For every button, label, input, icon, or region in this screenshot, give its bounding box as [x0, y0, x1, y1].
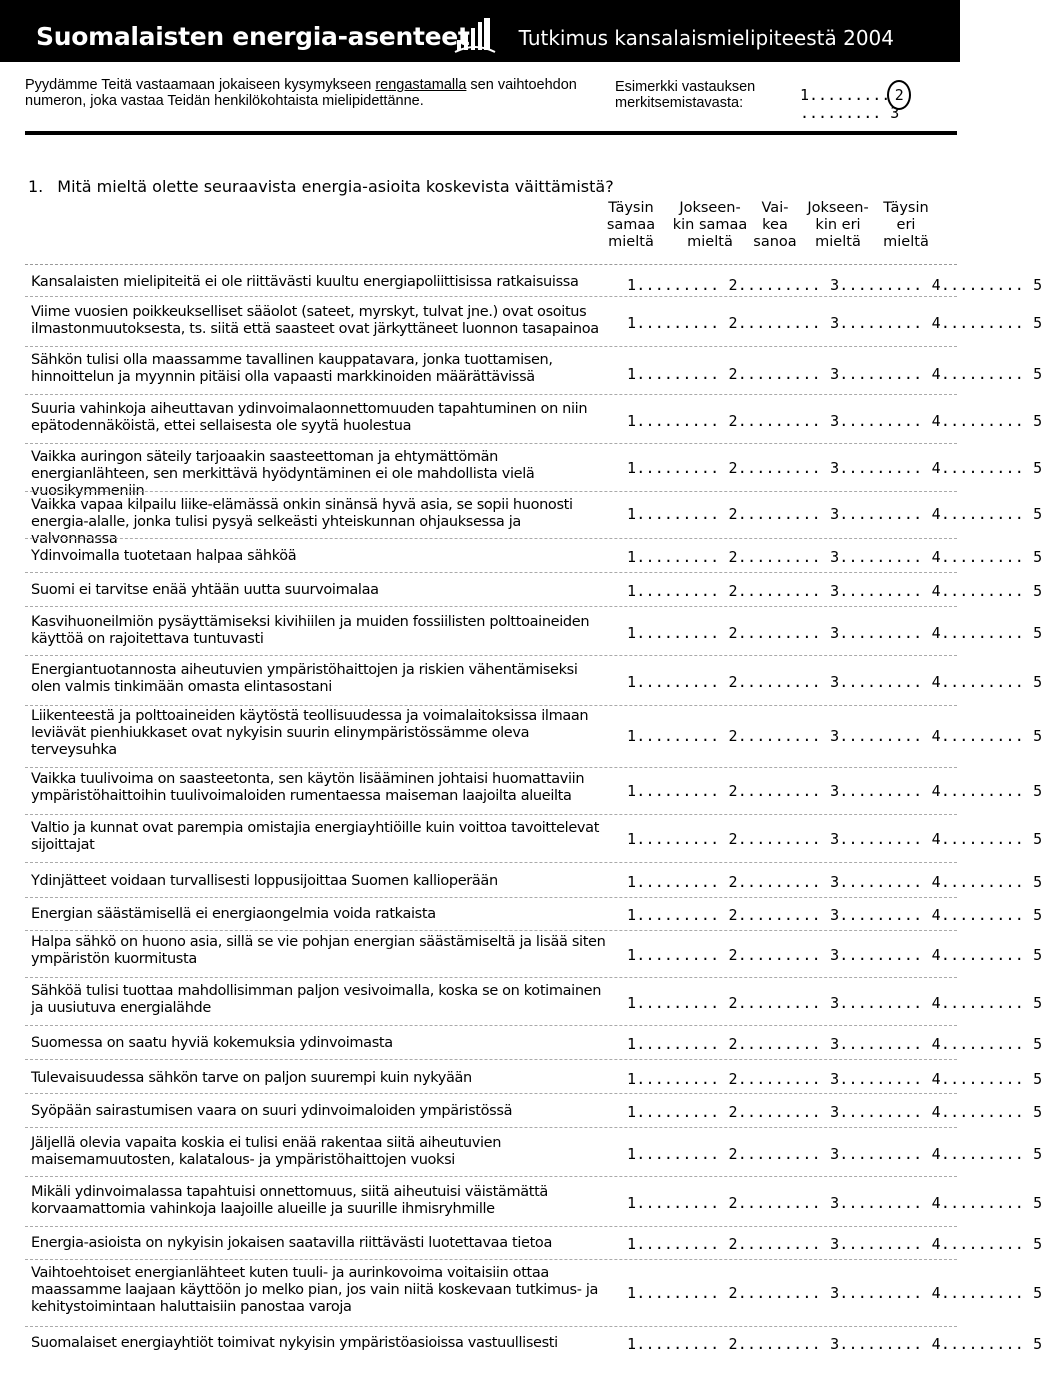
row-separator-line	[25, 1259, 957, 1260]
row-separator-line	[25, 767, 957, 768]
statement-text: Vaikka auringon säteily tarjoaakin saasteettoman ja ehtymättömän energianlähteen, sen merkittävä hyödyntäminen ei ole mahdollista vielä vuosikymmeniin	[31, 449, 535, 499]
statement-text: Kansalaisten mielipiteitä ei ole riittävästi kuultu energiapoliittisissa ratkaisuissa	[31, 274, 579, 290]
page-header	[0, 0, 960, 62]
answer-scale[interactable]: 1......... 2......... 3......... 4......... 5	[627, 1035, 1042, 1053]
row-separator-line	[25, 394, 957, 395]
answer-scale[interactable]: 1......... 2......... 3......... 4......... 5	[627, 276, 1042, 294]
survey-subtitle: Tutkimus kansalaismielipiteestä 2004	[518, 26, 894, 50]
header-separator	[25, 264, 957, 265]
answer-scale[interactable]: 1......... 2......... 3......... 4......... 5	[627, 1235, 1042, 1253]
statement-text: Valtio ja kunnat ovat parempia omistajia energiayhtiöille kuin voittoa tavoittelevat sijoittajat	[31, 820, 600, 853]
instructions-underlined: rengastamalla	[375, 77, 467, 93]
row-separator-line	[25, 1025, 957, 1026]
row-separator-line	[25, 705, 957, 706]
statement-text: Ydinjätteet voidaan turvallisesti loppusijoittaa Suomen kallioperään	[31, 873, 498, 889]
row-separator-line	[25, 346, 957, 347]
answer-scale[interactable]: 1......... 2......... 3......... 4......... 5	[627, 782, 1042, 800]
statement-text: Suomessa on saatu hyviä kokemuksia ydinvoimasta	[31, 1035, 393, 1051]
answer-scale[interactable]: 1......... 2......... 3......... 4......... 5	[627, 548, 1042, 566]
question-heading	[28, 177, 614, 196]
row-separator-line	[25, 1127, 957, 1128]
answer-scale[interactable]: 1......... 2......... 3......... 4......... 5	[627, 994, 1042, 1012]
row-separator-line	[25, 1226, 957, 1227]
answer-scale[interactable]: 1......... 2......... 3......... 4......... 5	[627, 1194, 1042, 1212]
answer-scale[interactable]: 1......... 2......... 3......... 4......... 5	[627, 1284, 1042, 1302]
statement-text: Sähköä tulisi tuottaa mahdollisimman paljon vesivoimalla, koska se on kotimainen ja uusiutuva energialähde	[31, 983, 602, 1016]
example-scale-end: ......... 3	[800, 104, 900, 122]
row-separator-line	[25, 897, 957, 898]
example-circled-answer: 2	[887, 80, 911, 110]
statement-text: Suomi ei tarvitse enää yhtään uutta suurvoimalaa	[31, 582, 379, 598]
column-header-line: mieltä	[883, 234, 929, 250]
statement-text: Mikäli ydinvoimalassa tapahtuisi onnettomuus, siitä aiheutuisi väistämättä korvaamattomia vahinkoja laajoille alueille ja suurille ihmisryhmille	[31, 1184, 548, 1217]
statement-text: Vaihtoehtoiset energianlähteet kuten tuuli- ja aurinkovoima voitaisiin ottaa maassamme laajaan käyttöön jo melko pian, jos vain niitä koskevaan tutkimus- ja kehitystoimintaan haluttaisiin panostaa varoja	[31, 1265, 599, 1315]
answer-scale[interactable]: 1......... 2......... 3......... 4......... 5	[627, 906, 1042, 924]
answer-scale[interactable]: 1......... 2......... 3......... 4......... 5	[627, 505, 1042, 523]
statement-text: Ydinvoimalla tuotetaan halpaa sähköä	[31, 548, 297, 564]
column-header-line: mieltä	[815, 234, 861, 250]
column-header-line: sanoa	[753, 234, 797, 250]
answer-scale[interactable]: 1......... 2......... 3......... 4......... 5	[627, 365, 1042, 383]
question-text: Mitä mieltä olette seuraavista energia-asioita koskevista väittämistä?	[57, 177, 614, 196]
statement-text: Vaikka tuulivoima on saasteetonta, sen käytön lisääminen johtaisi huomattaviin ympäristöhaittoihin tuulivoimaloiden rumentaessa maiseman laajoilta alueilta	[31, 771, 585, 804]
answer-scale[interactable]: 1......... 2......... 3......... 4......... 5	[627, 830, 1042, 848]
column-header-line: eri	[896, 217, 916, 233]
column-header-line: samaa	[606, 217, 656, 233]
row-separator-line	[25, 606, 957, 607]
column-header-line: mieltä	[608, 234, 654, 250]
survey-title: Suomalaisten energia-asenteet	[36, 22, 470, 51]
column-header-line: kea	[762, 217, 788, 233]
row-separator-line	[25, 443, 957, 444]
row-separator-line	[25, 1176, 957, 1177]
column-header-line: Vai-	[761, 200, 789, 216]
statement-text: Suuria vahinkoja aiheuttavan ydinvoimalaonnettomuuden tapahtuminen on niin epätodennäköistä, ettei sellaisesta ole syytä huolestua	[31, 401, 588, 434]
answer-scale[interactable]: 1......... 2......... 3......... 4......... 5	[627, 1070, 1042, 1088]
question-number: 1.	[28, 177, 44, 196]
answer-scale[interactable]: 1......... 2......... 3......... 4......... 5	[627, 873, 1042, 891]
divider	[25, 131, 957, 135]
answer-scale[interactable]: 1......... 2......... 3......... 4......... 5	[627, 314, 1042, 332]
row-separator-line	[25, 491, 957, 492]
statement-text: Vaikka vapaa kilpailu liike-elämässä onkin sinänsä hyvä asia, se sopii huonosti energia-alalle, jonka tulisi pysyä selkeästi yhteiskunnan ohjauksessa ja valvonnassa	[31, 497, 573, 547]
column-header-line: kin samaa	[672, 217, 748, 233]
instructions-text-2: sen vaihtoehdon numeron, joka vastaa Teidän henkilökohtaista mielipidettänne.	[25, 77, 577, 109]
answer-scale[interactable]: 1......... 2......... 3......... 4......... 5	[627, 624, 1042, 642]
answer-scale[interactable]: 1......... 2......... 3......... 4......... 5	[627, 1103, 1042, 1121]
column-header-line: Täysin	[883, 200, 929, 216]
row-separator-line	[25, 977, 957, 978]
statement-text: Suomalaiset energiayhtiöt toimivat nykyisin ympäristöasioissa vastuullisesti	[31, 1335, 558, 1351]
statement-text: Viime vuosien poikkeukselliset sääolot (sateet, myrskyt, tulvat jne.) ovat osoitus ilmastonmuutoksesta, ts. siitä että saasteet ovat järkyttäneet luonnon tasapainoa	[31, 304, 599, 337]
column-header-2	[672, 200, 748, 251]
statement-text: Liikenteestä ja polttoaineiden käytöstä teollisuudessa ja voimalaitoksissa ilmaan leviävät pienhiukkaset ovat nykyisin suurin elinympäristössämme oleva terveysuhka	[31, 708, 589, 758]
row-separator-line	[25, 655, 957, 656]
column-header-5	[878, 200, 934, 251]
answer-scale[interactable]: 1......... 2......... 3......... 4......... 5	[627, 582, 1042, 600]
column-header-3	[748, 200, 802, 251]
answer-scale[interactable]: 1......... 2......... 3......... 4......... 5	[627, 1145, 1042, 1163]
answer-scale[interactable]: 1......... 2......... 3......... 4......... 5	[627, 412, 1042, 430]
example-label: Esimerkki vastauksen merkitsemistavasta:	[615, 79, 756, 111]
column-header-1	[600, 200, 662, 251]
logo-icon	[455, 16, 497, 54]
row-separator-line	[25, 814, 957, 815]
row-separator-line	[25, 538, 957, 539]
row-separator-line	[25, 862, 957, 863]
row-separator-line	[25, 1326, 957, 1327]
column-header-line: Jokseen-	[679, 200, 741, 216]
instructions-text-1: Pyydämme Teitä vastaamaan jokaiseen kysymykseen	[25, 77, 376, 93]
answer-scale[interactable]: 1......... 2......... 3......... 4......... 5	[627, 946, 1042, 964]
statement-text: Sähkön tulisi olla maassamme tavallinen kauppatavara, jonka tuottamisen, hinnoittelun ja myynnin pitäisi olla vapaasti markkinoiden määrättävissä	[31, 352, 553, 385]
statement-text: Syöpään sairastumisen vaara on suuri ydinvoimaloiden ympäristössä	[31, 1103, 513, 1119]
example-scale-start: 1.........	[800, 86, 891, 104]
statement-text: Halpa sähkö on huono asia, sillä se vie pohjan energian säästämiseltä ja lisää siten ympäristön kuormitusta	[31, 934, 606, 967]
answer-scale[interactable]: 1......... 2......... 3......... 4......... 5	[627, 673, 1042, 691]
column-header-4	[802, 200, 874, 251]
statement-text: Energian säästämisellä ei energiaongelmia voida ratkaista	[31, 906, 436, 922]
row-separator-line	[25, 1059, 957, 1060]
answer-scale[interactable]: 1......... 2......... 3......... 4......... 5	[627, 1335, 1042, 1353]
column-header-line: Täysin	[608, 200, 654, 216]
column-header-line: kin eri	[815, 217, 861, 233]
statement-text: Energiantuotannosta aiheutuvien ympäristöhaittojen ja riskien vähentämiseksi olen valmis tinkimään omasta elintasostani	[31, 662, 578, 695]
statement-text: Jäljellä olevia vapaita koskia ei tulisi enää rakentaa siitä aiheutuvien maisemamuutosten, kalatalous- ja ympäristöhaittojen vuoksi	[31, 1135, 502, 1168]
statement-text: Energia-asioista on nykyisin jokaisen saatavilla riittävästi luotettavaa tietoa	[31, 1235, 552, 1251]
statement-text: Kasvihuoneilmiön pysäyttämiseksi kivihiilen ja muiden fossiilisten polttoaineiden käyttöä on rajoitettava tuntuvasti	[31, 614, 590, 647]
row-separator-line	[25, 296, 957, 297]
answer-scale[interactable]: 1......... 2......... 3......... 4......... 5	[627, 727, 1042, 745]
answer-scale[interactable]: 1......... 2......... 3......... 4......... 5	[627, 459, 1042, 477]
instructions	[25, 77, 585, 109]
example-scale	[800, 86, 960, 122]
row-separator-line	[25, 1093, 957, 1094]
statement-text: Tulevaisuudessa sähkön tarve on paljon suurempi kuin nykyään	[31, 1070, 472, 1086]
column-header-line: mieltä	[687, 234, 733, 250]
row-separator-line	[25, 930, 957, 931]
row-separator-line	[25, 572, 957, 573]
column-header-line: Jokseen-	[807, 200, 869, 216]
